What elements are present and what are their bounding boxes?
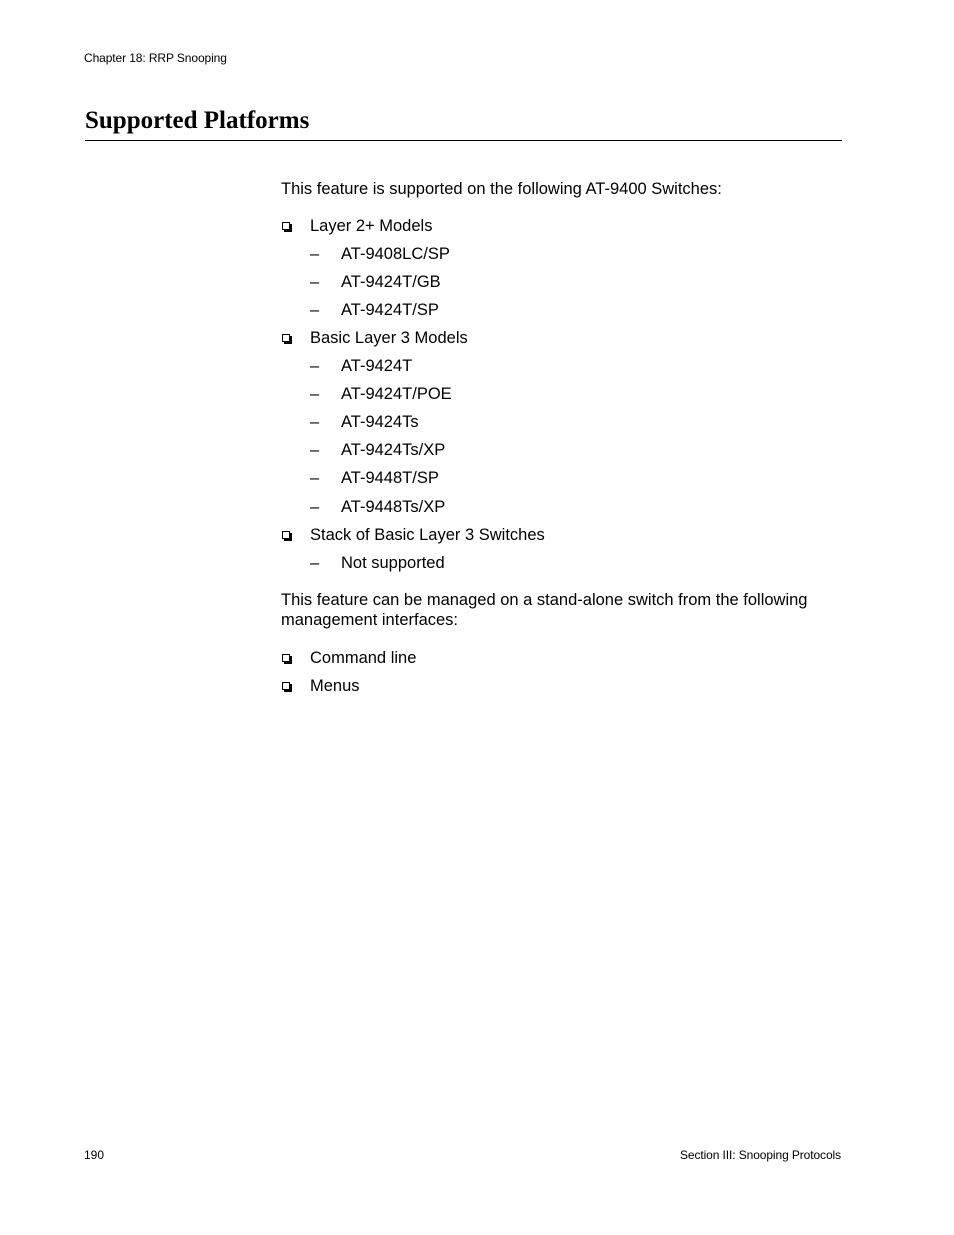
- model-name: Not supported: [341, 554, 445, 572]
- footer-section-name: Section III: Snooping Protocols: [680, 1148, 841, 1162]
- model-name: AT-9424T/POE: [341, 385, 452, 403]
- model-name: AT-9424T/GB: [341, 273, 441, 291]
- section-title: Supported Platforms: [85, 107, 310, 134]
- checkbox-bullet-icon: [282, 334, 290, 342]
- dash-icon: –: [310, 498, 320, 516]
- checkbox-bullet-icon: [282, 654, 290, 662]
- dash-icon: –: [310, 273, 320, 291]
- management-paragraph: This feature can be managed on a stand-alone switch from the following management interfaces:: [281, 591, 808, 629]
- platform-group-label: Basic Layer 3 Models: [310, 329, 468, 347]
- dash-icon: –: [310, 245, 320, 263]
- platform-group-label: Stack of Basic Layer 3 Switches: [310, 526, 545, 544]
- dash-icon: –: [310, 385, 320, 403]
- dash-icon: –: [310, 441, 320, 459]
- model-name: AT-9408LC/SP: [341, 245, 450, 263]
- checkbox-bullet-icon: [282, 682, 290, 690]
- model-name: AT-9448Ts/XP: [341, 498, 446, 516]
- checkbox-bullet-icon: [282, 531, 290, 539]
- interface-label: Command line: [310, 649, 417, 667]
- interface-label: Menus: [310, 677, 360, 695]
- model-name: AT-9424Ts/XP: [341, 441, 446, 459]
- checkbox-bullet-icon: [282, 222, 290, 230]
- intro-paragraph: This feature is supported on the following AT-9400 Switches:: [281, 180, 722, 198]
- dash-icon: –: [310, 554, 320, 572]
- running-header: Chapter 18: RRP Snooping: [84, 51, 227, 65]
- dash-icon: –: [310, 469, 320, 487]
- title-rule: [85, 140, 842, 141]
- dash-icon: –: [310, 357, 320, 375]
- model-name: AT-9424Ts: [341, 413, 419, 431]
- page-number: 190: [84, 1148, 105, 1162]
- dash-icon: –: [310, 301, 320, 319]
- platform-group-label: Layer 2+ Models: [310, 217, 433, 235]
- dash-icon: –: [310, 413, 320, 431]
- model-name: AT-9448T/SP: [341, 469, 439, 487]
- model-name: AT-9424T: [341, 357, 413, 375]
- model-name: AT-9424T/SP: [341, 301, 439, 319]
